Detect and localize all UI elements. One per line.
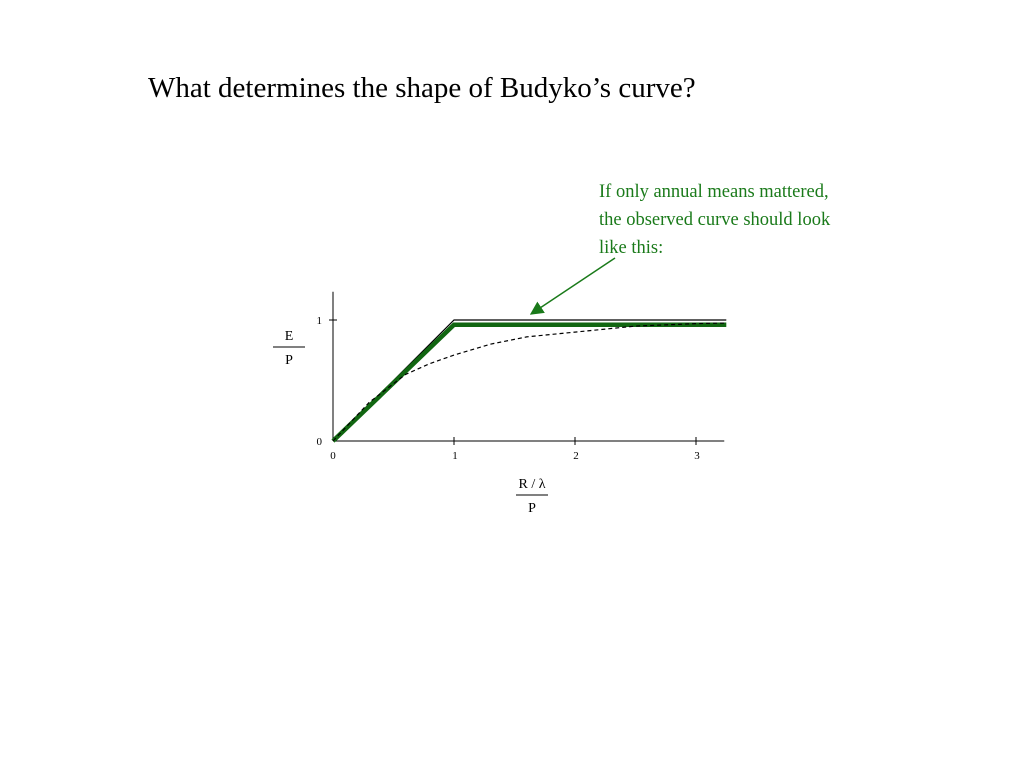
annotation-line-1: If only annual means mattered,: [599, 182, 829, 202]
chart-series: [333, 320, 726, 441]
annotation-line-2: the observed curve should look: [599, 210, 831, 230]
y-axis-label-denominator: P: [285, 353, 293, 368]
x-axis-label-denominator: P: [528, 501, 536, 516]
y-axis-label-numerator: E: [284, 329, 294, 344]
x-tick-label: 1: [452, 450, 458, 462]
series-thin-black: [333, 320, 726, 441]
x-tick-label: 0: [330, 450, 336, 462]
y-tick-label: 1: [316, 315, 322, 327]
slide-title: What determines the shape of Budyko’s curve?: [148, 72, 696, 104]
series-thick-green: [333, 325, 726, 441]
chart-axes: [317, 292, 725, 462]
y-axis-label: [273, 329, 305, 368]
x-axis-label-numerator: R / λ: [518, 477, 546, 492]
annotation-line-3: like this:: [599, 238, 664, 258]
x-tick-label: 3: [694, 450, 700, 462]
annotation-arrow: [531, 258, 615, 314]
y-tick-label: 0: [316, 436, 322, 448]
chart-axis-labels: [273, 329, 548, 516]
x-tick-label: 2: [573, 450, 579, 462]
x-axis-label: [516, 477, 548, 516]
